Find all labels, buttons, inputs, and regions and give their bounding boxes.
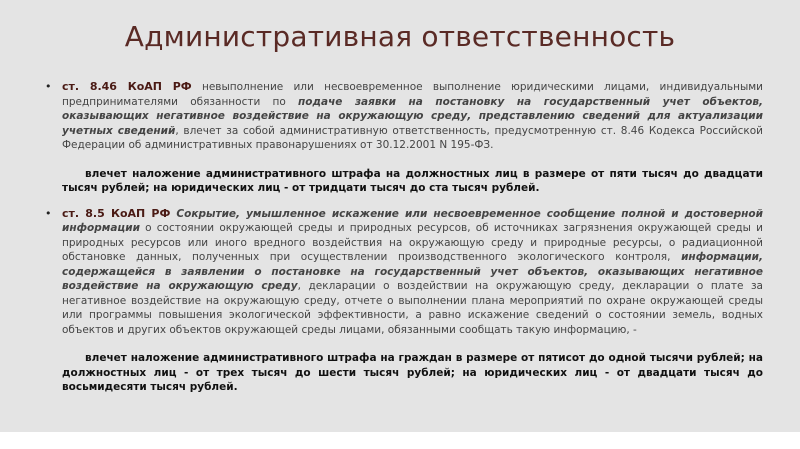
article-8-5-paragraph xyxy=(43,207,763,338)
paragraph-text: о состоянии окружающей среды и природных ресурсов, об источниках загрязнения окружающей среды и природных ресурсов или иного вредного воздействия на окружающую среду и природные ресурсы, о радиационной обстановке данных, полученных при осуществлении производственного экологического контроля, xyxy=(62,222,763,263)
emphasized-text: подаче заявки на постановку на государственный учет объектов, оказывающих негативное воздействие на окружающую среду, представлению сведений для актуализации учетных сведений xyxy=(62,95,763,137)
article-reference: ст. 8.5 КоАП РФ xyxy=(62,206,171,220)
paragraph-text: , декларации о воздействии на окружающую среду, декларации о плате за негативное воздействие на окружающую среду, отчете о выполнении плана мероприятий по охране окружающей среды или программы повышения экологической эффективности, а равно искажение сведений о состоянии земель, водных объектов и других объектов окружающей среды лицами, обязанными сообщать такую информацию, - xyxy=(62,280,763,336)
penalty-text: влечет наложение административного штрафа на граждан в размере от пятисот до одной тысячи рублей; на должностных лиц - от трех тысяч до шести тысяч рублей; на юридических лиц - от двадцати тысяч до восьмидесяти тысяч рублей. xyxy=(62,352,763,393)
paragraph-text: невыполнение или несвоевременное выполнение юридическими лицами, индивидуальными предпринимателями обязанности по xyxy=(62,81,763,108)
article-reference: ст. 8.46 КоАП РФ xyxy=(62,80,192,93)
slide-body xyxy=(43,80,763,395)
emphasized-text: Сокрытие, умышленное искажение или несвоевременное сообщение полной и достоверной информации xyxy=(62,207,763,234)
bottom-strip xyxy=(0,432,800,449)
bullet-icon: • xyxy=(45,206,52,220)
paragraph-text: , влечет за собой административную ответственность, предусмотренную ст. 8.46 Кодекса Российской Федерации об административных правонарушениях от 30.12.2001 N 195-ФЗ. xyxy=(62,124,763,151)
penalty-text: влечет наложение административного штрафа на должностных лиц в размере от пяти тысяч до двадцати тысяч рублей; на юридических лиц - от тридцати тысяч до ста тысяч рублей. xyxy=(62,167,763,194)
article-8-46-paragraph xyxy=(43,80,763,153)
bullet-icon: • xyxy=(45,80,52,93)
slide-title: Административная ответственность xyxy=(124,20,676,53)
emphasized-text: информации, содержащейся в заявлении о постановке на государственный учет объектов, оказывающих негативное воздействие на окружающую среду xyxy=(62,251,763,292)
